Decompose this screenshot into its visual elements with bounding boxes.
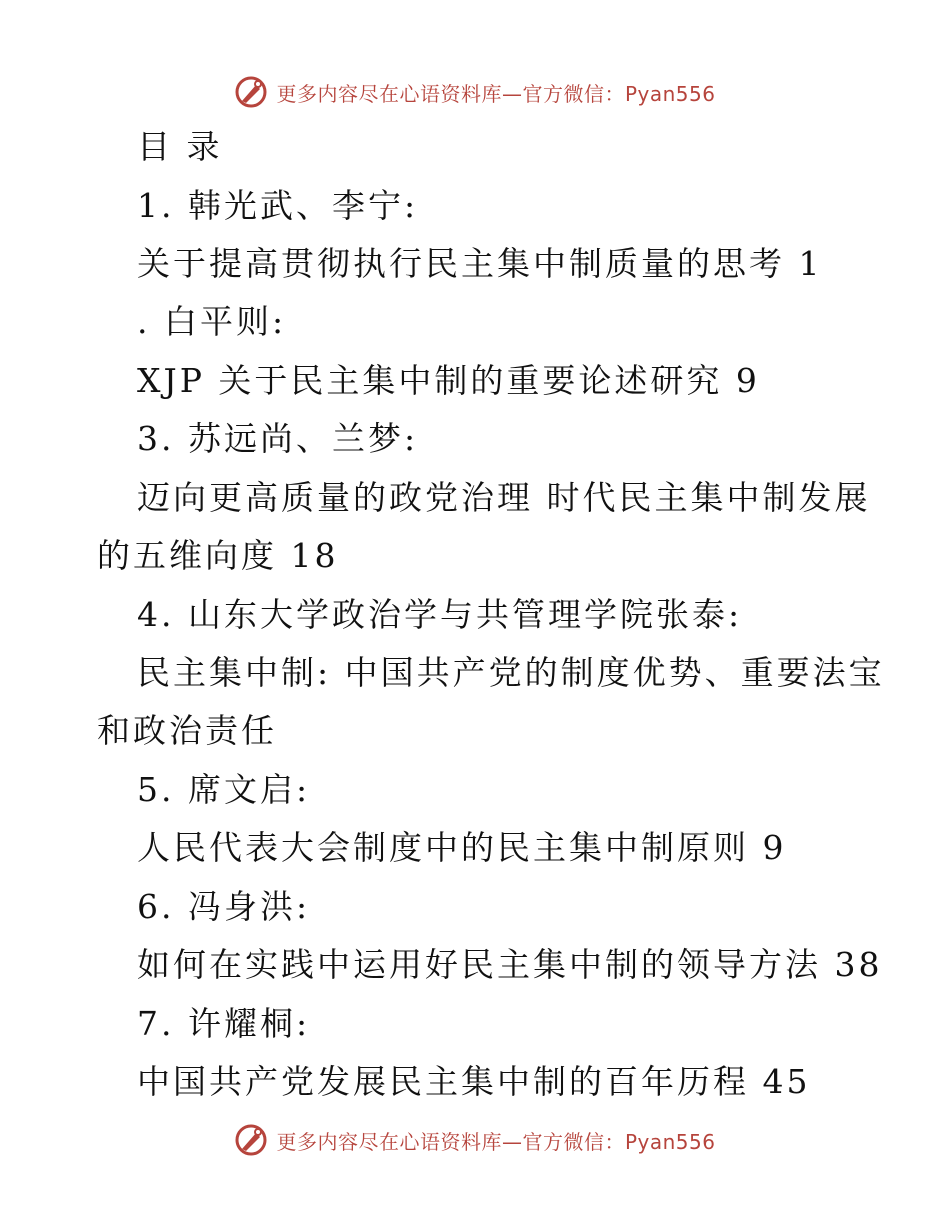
toc-line: 关于提高贯彻执行民主集中制质量的思考 1 <box>137 244 823 283</box>
toc-line: 迈向更高质量的政党治理 时代民主集中制发展 <box>137 478 871 517</box>
toc-line: 的五维向度 18 <box>97 536 339 575</box>
pen-logo-icon <box>234 1123 268 1157</box>
toc-line: 如何在实践中运用好民主集中制的领导方法 38 <box>137 945 883 984</box>
toc-line: 民主集中制: 中国共产党的制度优势、重要法宝 <box>137 653 885 692</box>
watermark-header <box>0 70 950 114</box>
toc-line: 4. 山东大学政治学与共管理学院张泰: <box>137 595 743 634</box>
toc-line: 中国共产党发展民主集中制的百年历程 45 <box>137 1062 811 1101</box>
toc-heading: 目 录 <box>137 127 223 166</box>
toc-line: 6. 冯身洪: <box>137 887 311 926</box>
toc-line: 5. 席文启: <box>137 770 311 809</box>
toc-line: . 白平则: <box>137 302 287 341</box>
toc-line: 7. 许耀桐: <box>137 1004 311 1043</box>
toc-line: 和政治责任 <box>97 711 277 750</box>
watermark-footer <box>0 1118 950 1162</box>
toc-line: XJP 关于民主集中制的重要论述研究 9 <box>137 361 760 400</box>
toc-line: 3. 苏远尚、兰梦: <box>137 419 419 458</box>
toc-line: 人民代表大会制度中的民主集中制原则 9 <box>137 828 787 867</box>
watermark-text: 更多内容尽在心语资料库—官方微信：Pyan556 <box>276 81 716 106</box>
toc-line: 1. 韩光武、李宁: <box>137 186 419 225</box>
watermark-text: 更多内容尽在心语资料库—官方微信：Pyan556 <box>276 1129 716 1154</box>
pen-logo-icon <box>234 75 268 109</box>
